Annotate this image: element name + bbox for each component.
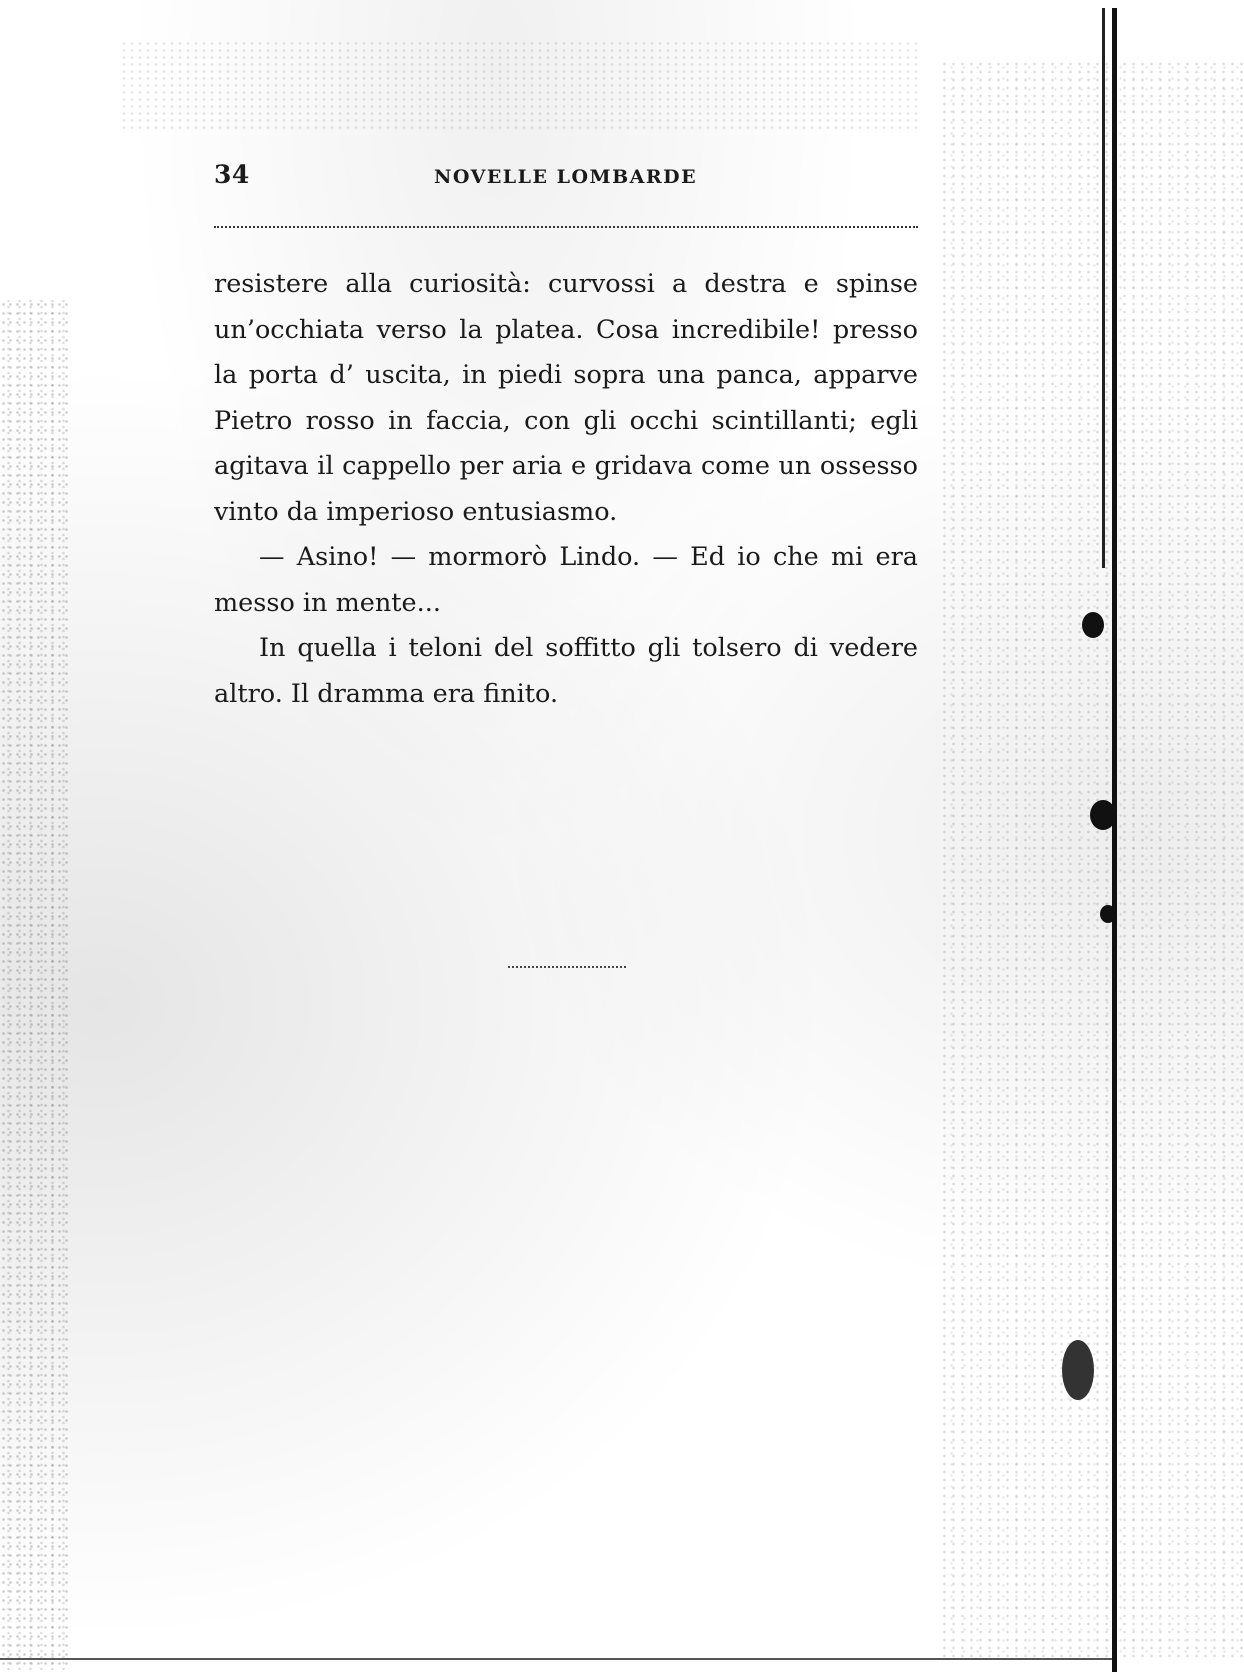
binding-edge [1112,8,1117,1672]
paragraph: resistere alla curiosità: curvossi a destra e spinse un’occhiata verso la platea. Cosa incredibile! presso la porta d’ uscita, in piedi sopra una panca, apparve Pietro rosso in faccia, con gli occhi scintillanti; egli agitava il cappello per aria e gridava come un ossesso vinto da imperioso entusiasmo. [214,269,918,527]
scan-noise-right [940,60,1244,1660]
ink-blot [1090,800,1116,830]
page-header [214,160,914,200]
running-title: NOVELLE LOMBARDE [434,166,698,188]
binding-edge-inner [1102,8,1105,568]
ink-blot [1082,612,1104,638]
header-rule [214,226,918,228]
body-text [214,262,918,717]
scan-noise-left [0,300,70,1670]
end-of-chapter-rule [508,966,626,968]
page-number: 34 [214,160,250,189]
paragraph: In quella i teloni del soffitto gli tolsero di vedere altro. Il dramma era finito. [214,633,918,709]
paragraph: — Asino! — mormorò Lindo. — Ed io che mi era messo in mente... [214,542,918,618]
scan-noise-top [120,40,920,130]
ink-blot [1100,905,1116,923]
ink-blot [1062,1340,1094,1400]
bottom-page-edge [0,1658,1112,1660]
